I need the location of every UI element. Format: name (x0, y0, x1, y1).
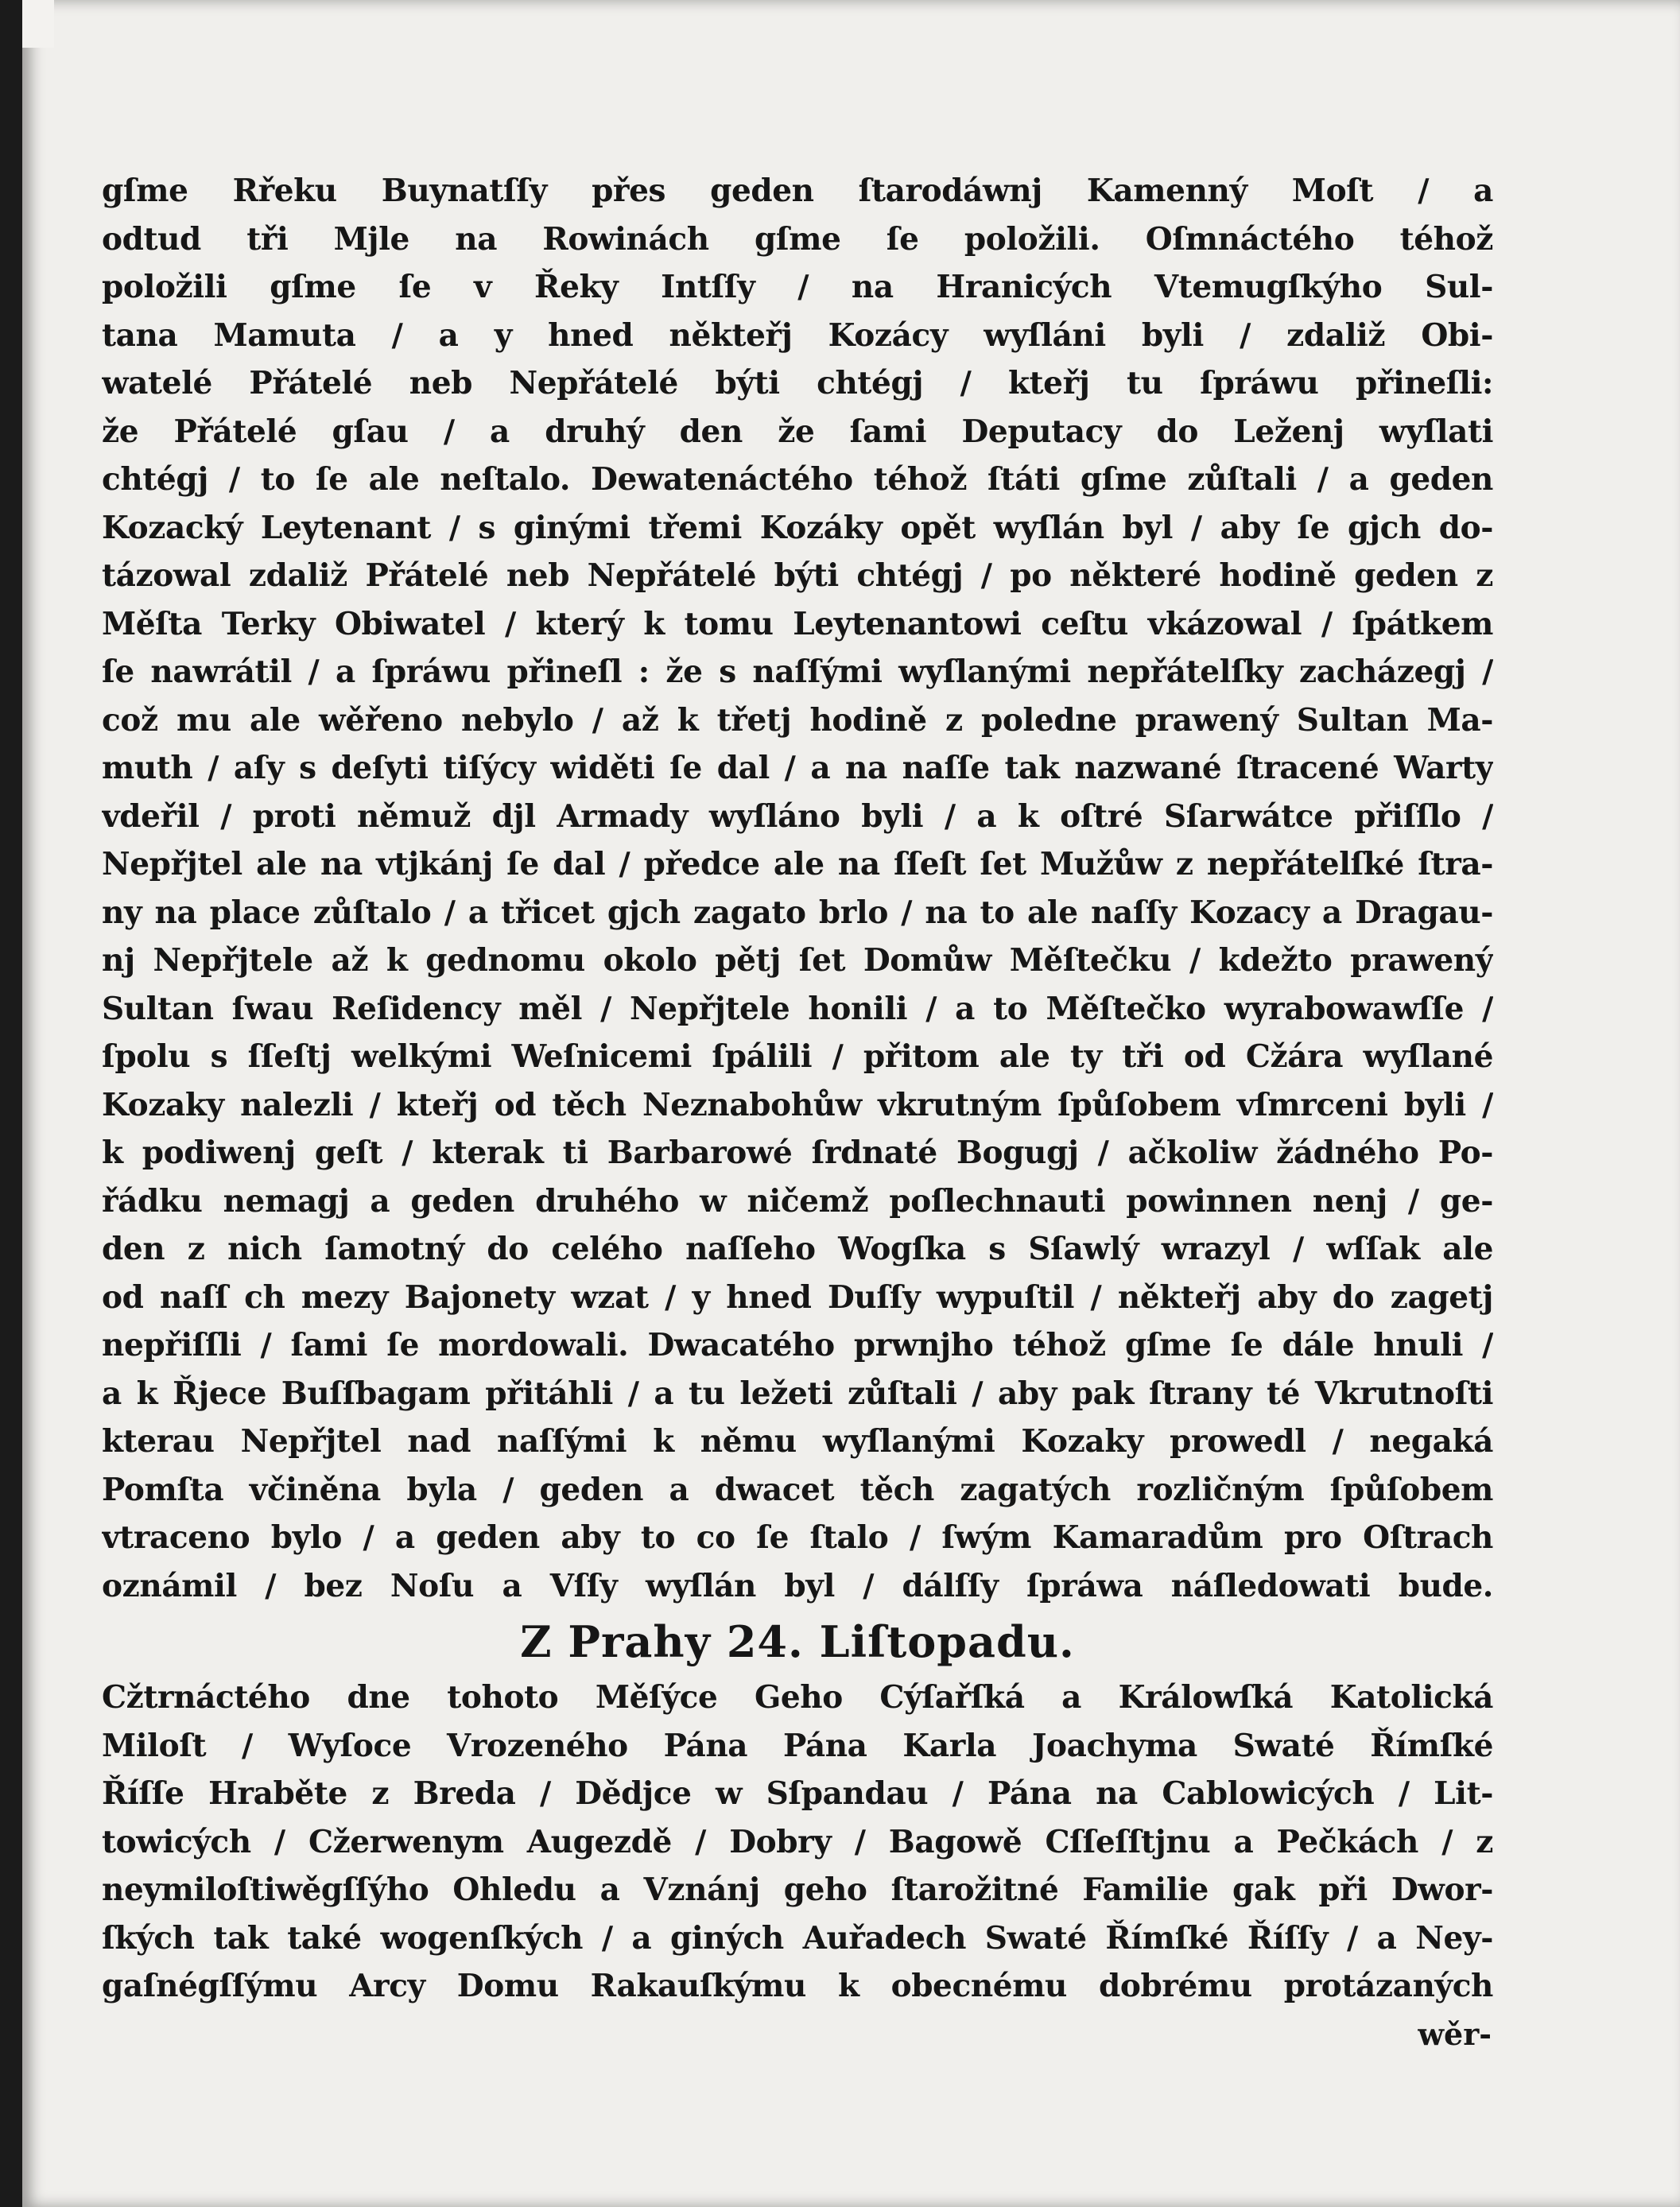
text-line: gaſnégſſýmu Arcy Domu Rakauſkýmu k obecnému dobrému protázaných (102, 1968, 1493, 2004)
text-line: muth / aſy s deſyti tiſýcy widěti ſe dal / a na naſſe tak nazwané ſtracené Warty (102, 750, 1493, 786)
text-line: nepřiſſli / ſami ſe mordowali. Dwacatého prwnjho téhož gſme ſe dále hnuli / (102, 1327, 1493, 1363)
text-line: k podiwenj geſt / kterak ti Barbarowé ſrdnaté Bogugj / ačkoliw žádného Po- (102, 1135, 1493, 1171)
text-line: Kozacký Leytenant / s ginými třemi Kozáky opět wyſlán byl / aby ſe gjch do- (102, 509, 1493, 546)
page-text (102, 167, 1493, 2058)
text-line: vdeřil / proti němuž djl Armady wyſláno byli / a k oſtré Sſarwátce přiſſlo / (102, 797, 1493, 835)
text-line: watelé Přátelé neb Nepřátelé býti chtégj / kteřj tu ſpráwu přineſli: (102, 365, 1493, 401)
text-line: Nepřjtel ale na vtjkánj ſe dal / předce ale na ſſeſt ſet Mužůw z nepřátelſké ſtra- (102, 846, 1493, 882)
text-line: řádku nemagj a geden druhého w ničemž poſlechnauti powinnen nenj / ge- (102, 1182, 1493, 1220)
text-line: a k Řjece Buſſbagam přitáhli / a tu ležeti zůſtali / aby pak ſtrany té Vkrutnoſti (102, 1375, 1493, 1412)
text-line: den z nich ſamotný do celého naſſeho Wogſka s Sſawlý wrazyl / wſſak ale (102, 1231, 1493, 1267)
text-line: že Přátelé gſau / a druhý den že ſami Deputacy do Leženj wyſlati (102, 413, 1493, 450)
text-line: tázowal zdaliž Přátelé neb Nepřátelé býti chtégj / po některé hodině geden z (102, 557, 1493, 594)
text-line: oznámil / bez Noſu a Vſſy wyſlán byl / dálſſy ſpráwa náſledowati bude. (102, 1567, 1493, 1604)
paragraph-after-heading (102, 1674, 1493, 2011)
text-line: nj Nepřjtele až k gednomu okolo pětj ſet Domůw Měſtečku / kdežto prawený (102, 942, 1493, 979)
text-line: ſkých tak také wogenſkých / a giných Auřadech Swaté Římſké Říſſy / a Ney- (102, 1919, 1493, 1957)
text-line: což mu ale wěřeno nebylo / až k třetj hodině z poledne prawený Sultan Ma- (102, 701, 1493, 739)
text-line: towicých / Cžerwenym Augezdě / Dobry / Bagowě Cſſeſſtjnu a Pečkách / z (102, 1823, 1493, 1860)
dateline-heading: Z Prahy 24. Liſtopadu. (520, 1616, 1075, 1667)
catchword: wěr- (1418, 2015, 1492, 2052)
page-corner (22, 0, 54, 48)
text-line: vtraceno bylo / a geden aby to co ſe ſtalo / ſwým Kamaradům pro Oſtrach (102, 1519, 1493, 1556)
text-line: tana Mamuta / a y hned někteřj Kozácy wyſláni byli / zdaliž Obi- (102, 316, 1493, 354)
text-line: od naſſ ch mezy Bajonety wzat / y hned Duſſy wypuſtil / někteřj aby do zagetj (102, 1278, 1493, 1316)
text-line: Pomſta včiněna byla / geden a dwacet těch zagatých rozličným ſpůſobem (102, 1471, 1493, 1508)
text-line: chtégj / to ſe ale neſtalo. Dewatenáctého téhož ſtáti gſme zůſtali / a geden (102, 461, 1493, 498)
text-line: Sultan ſwau Reſidency měl / Nepřjtele honili / a to Měſtečko wyrabowawſſe / (102, 990, 1493, 1027)
text-line: Kozaky nalezli / kteřj od těch Neznabohůw vkrutným ſpůſobem vſmrceni byli / (102, 1086, 1493, 1123)
text-line: ny na place zůſtalo / a třicet gjch zagato brlo / na to ale naſſy Kozacy a Dragau- (102, 894, 1493, 931)
text-line: Měſta Terky Obiwatel / který k tomu Leytenantowi ceſtu vkázowal / ſpátkem (102, 605, 1493, 642)
text-line: Miloſt / Wyſoce Vrozeného Pána Pána Karla Joachyma Swaté Římſké (102, 1727, 1493, 1764)
text-line: Cžtrnáctého dne tohoto Měſýce Geho Cýſařſká a Králowſká Katolická (102, 1679, 1493, 1716)
text-line: Říſſe Hraběte z Breda / Dědjce w Sſpandau / Pána na Cablowicých / Lit- (102, 1775, 1493, 1812)
text-line: kterau Nepřjtel nad naſſými k němu wyſlanými Kozaky prowedl / negaká (102, 1423, 1493, 1460)
text-line: neymiloſtiwěgſſýho Ohledu a Vznánj geho ſtarožitné Familie gak při Dwor- (102, 1871, 1493, 1908)
text-line: položili gſme ſe v Řeky Intſſy / na Hranicých Vtemugſkýho Sul- (102, 269, 1493, 305)
paragraph-before-heading (102, 167, 1493, 1610)
text-line: odtud tři Mjle na Rowinách gſme ſe položili. Oſmnáctého téhož (102, 220, 1493, 258)
text-line: gſme Rřeku Buynatſſy přes geden ſtarodáwnj Kamenný Moſt / a (102, 173, 1493, 209)
text-line: ſe nawrátil / a ſpráwu přineſl : že s naſſými wyſlanými nepřátelſky zacházegj / (102, 654, 1493, 690)
text-line: ſpolu s ſſeſtj welkými Weſnicemi ſpálili / přitom ale ty tři od Cžára wyſlané (102, 1038, 1493, 1075)
scan-left-edge (0, 0, 24, 2207)
